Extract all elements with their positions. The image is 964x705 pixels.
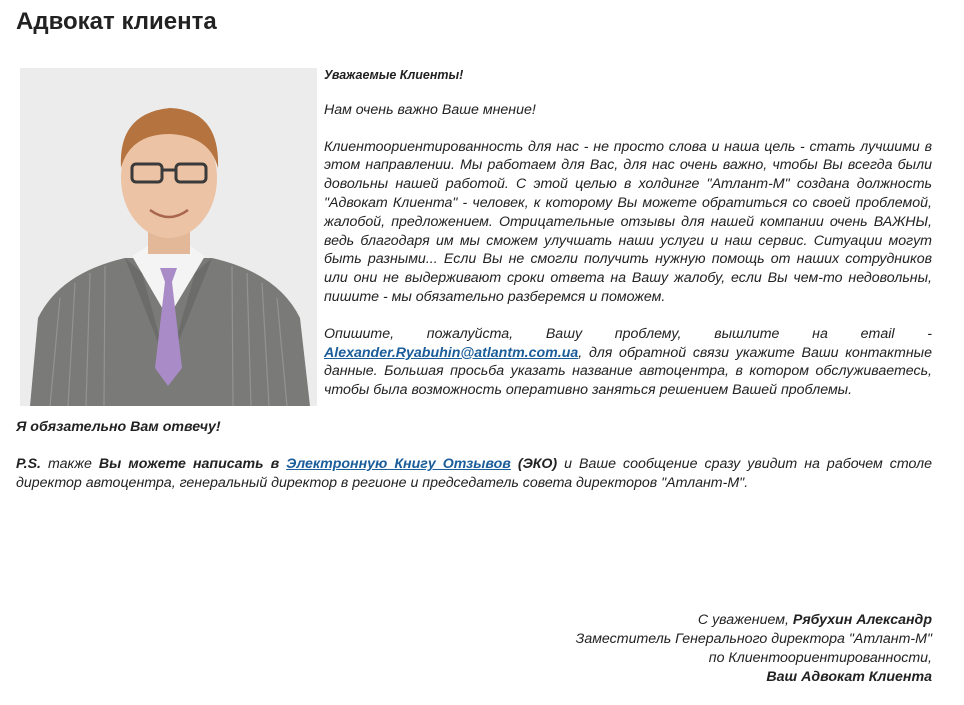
email-link[interactable]: Alexander.Ryabuhin@atlantm.com.ua	[324, 344, 579, 361]
signature-position-line2: по Клиентоориентированности,	[708, 650, 932, 666]
signature-name: Рябухин Александр	[792, 612, 932, 628]
signature-regards	[576, 611, 932, 630]
promise-text: Я обязательно Вам отвечу!	[16, 418, 221, 435]
main-paragraph: Клиентоориентированность для нас - не просто слова и наша цель - стать лучшими в этом направлении. Мы работаем для Вас, для нас очень важно, чтобы Вы всегда были довольны нашей работой. С этой целью в холдинге "Атлант-М" создана должность "Адвокат Клиента" - человек, к которому Вы можете обратиться со своей проблемой, жалобой, предложением. Отрицательные отзывы для нашей компании очень ВАЖНЫ, ведь благодаря им мы сможем улучшать наши услуги и наш сервис. Ситуации могут быть разными... Если Вы не смогли получить нужную помощь от наших сотрудников или они не выдерживают сроки ответа на Вашу жалобу, если Вы чем-то недовольны, пишите - мы обязательно разберемся и поможем.	[324, 138, 932, 305]
greeting-text: Уважаемые Клиенты!	[324, 68, 464, 82]
signature-position: Заместитель Генерального директора "Атлант-М"	[575, 631, 932, 647]
letter-content	[16, 66, 932, 510]
ps-label: P.S.	[16, 455, 41, 472]
ps-eko: (ЭКО)	[510, 455, 558, 472]
ps-rest: и Ваше сообщение сразу увидит на рабочем столе директор автоцентра, генеральный директор в регионе и председатель совета директоров "Атлант-М".	[16, 455, 932, 491]
contact-suffix: , для обратной связи укажите Ваши контактные данные. Большая просьба указать название автоцентра, в котором обслуживаетесь, чтобы была возможность оперативно заняться решением Вашей проблемы.	[324, 344, 932, 399]
portrait-photo	[20, 68, 317, 406]
page-title: Адвокат клиента	[16, 8, 217, 35]
ps-bold: Вы можете написать в	[98, 455, 287, 472]
signature-role: Ваш Адвокат Клиента	[766, 669, 932, 685]
regards-prefix: С уважением,	[697, 612, 793, 628]
portrait-illustration	[20, 68, 317, 406]
feedback-book-link[interactable]: Электронную Книгу Отзывов	[286, 455, 511, 472]
contact-prefix: Опишите, пожалуйста, Вашу проблему, вышлите на email -	[324, 325, 932, 342]
ps-paragraph	[16, 455, 932, 493]
ps-also: также	[40, 455, 99, 472]
opinion-text: Нам очень важно Ваше мнение!	[324, 101, 536, 118]
signature-block	[576, 611, 932, 687]
